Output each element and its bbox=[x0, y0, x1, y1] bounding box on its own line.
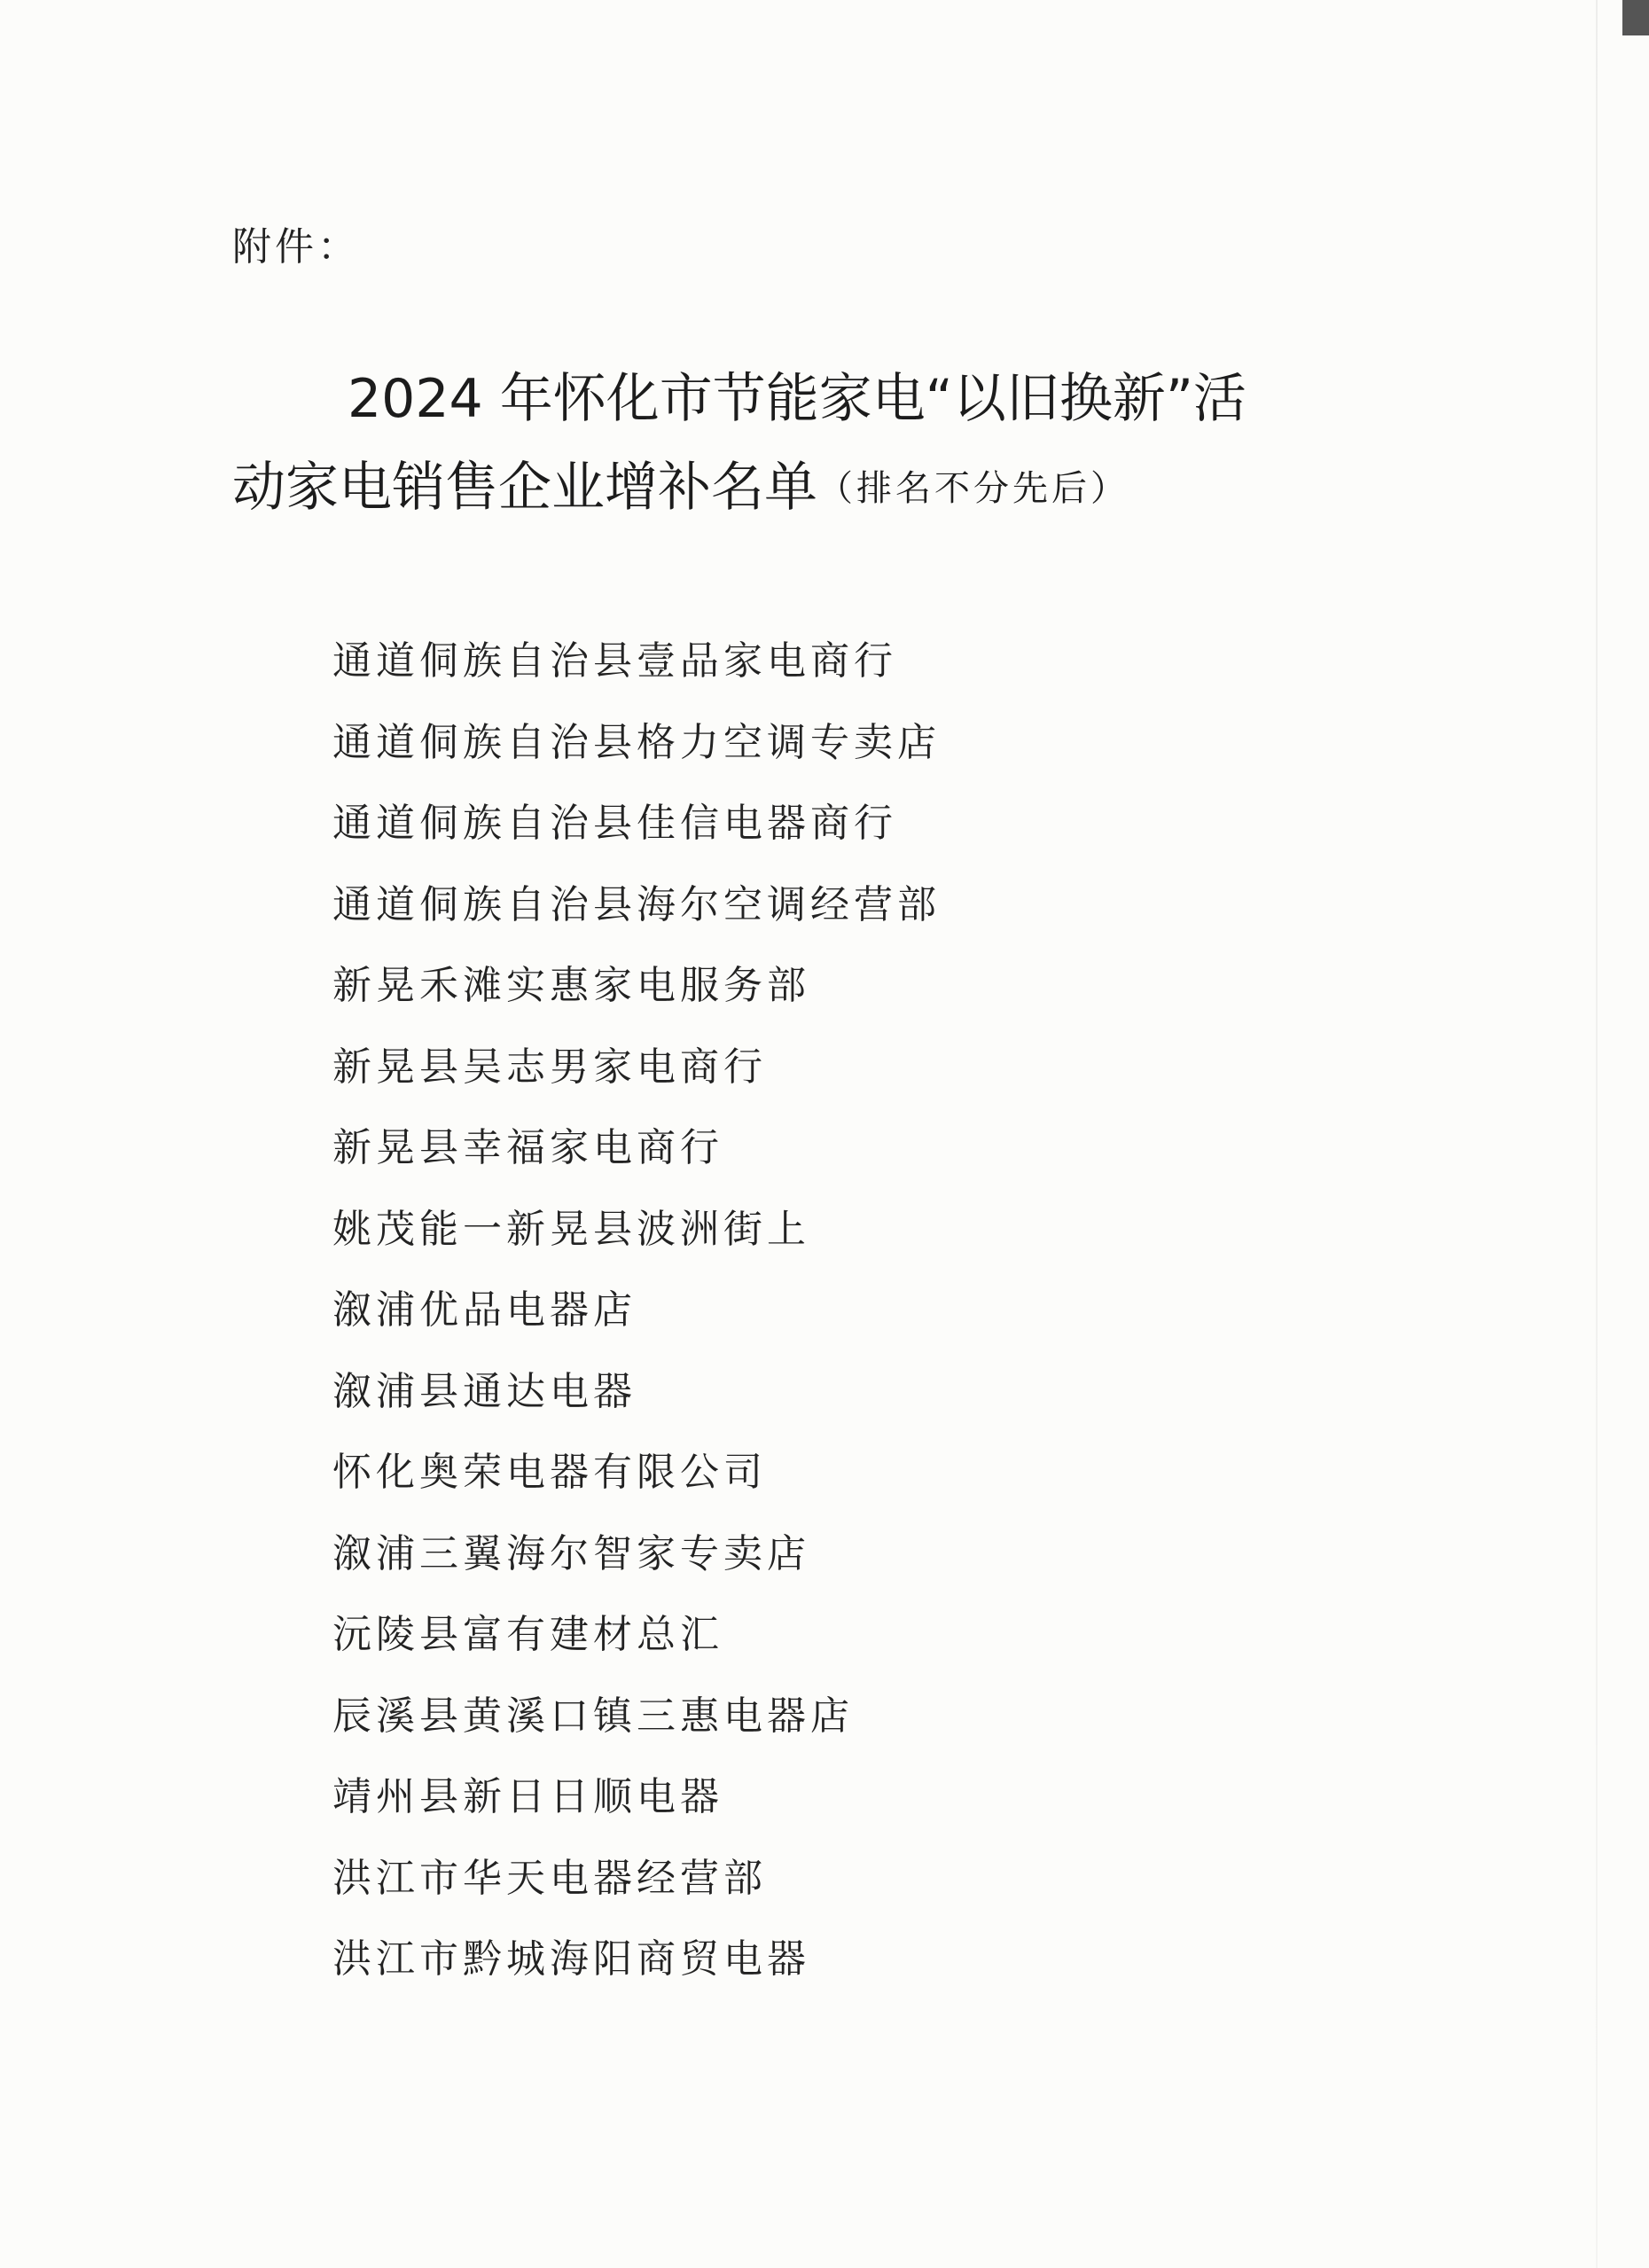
list-item: 溆浦优品电器店 bbox=[332, 1287, 637, 1333]
document-title bbox=[232, 355, 1403, 533]
list-item: 新晃禾滩实惠家电服务部 bbox=[332, 963, 810, 1008]
list-item: 通道侗族自治县壹品家电商行 bbox=[332, 638, 897, 684]
company-list bbox=[332, 621, 941, 2000]
list-item: 通道侗族自治县海尔空调经营部 bbox=[332, 881, 941, 927]
scan-edge-mark bbox=[1622, 0, 1649, 35]
list-item: 姚茂能一新晃县波洲街上 bbox=[332, 1206, 810, 1252]
list-item: 通道侗族自治县佳信电器商行 bbox=[332, 801, 897, 846]
title-line-1: 2024 年怀化市节能家电“以旧换新”活 bbox=[348, 368, 1247, 430]
scan-streak bbox=[1596, 0, 1598, 2268]
list-item: 溆浦三翼海尔智家专卖店 bbox=[332, 1530, 810, 1576]
list-item: 新晃县幸福家电商行 bbox=[332, 1125, 723, 1170]
list-item: 怀化奥荣电器有限公司 bbox=[332, 1450, 767, 1495]
title-line-2-text: 动家电销售企业增补名单 bbox=[232, 457, 817, 519]
list-item: 洪江市华天电器经营部 bbox=[332, 1855, 767, 1901]
list-item: 辰溪县黄溪口镇三惠电器店 bbox=[332, 1693, 854, 1739]
list-item: 洪江市黔城海阳商贸电器 bbox=[332, 1936, 810, 1982]
list-item: 沅陵县富有建材总汇 bbox=[332, 1612, 723, 1657]
list-item: 靖州县新日日顺电器 bbox=[332, 1774, 723, 1819]
list-item: 新晃县吴志男家电商行 bbox=[332, 1044, 767, 1090]
attachment-label: 附件： bbox=[232, 224, 360, 270]
title-line-2 bbox=[232, 443, 1403, 533]
title-note: （排名不分先后） bbox=[817, 468, 1129, 509]
list-item: 通道侗族自治县格力空调专卖店 bbox=[332, 719, 941, 765]
list-item: 溆浦县通达电器 bbox=[332, 1368, 637, 1414]
